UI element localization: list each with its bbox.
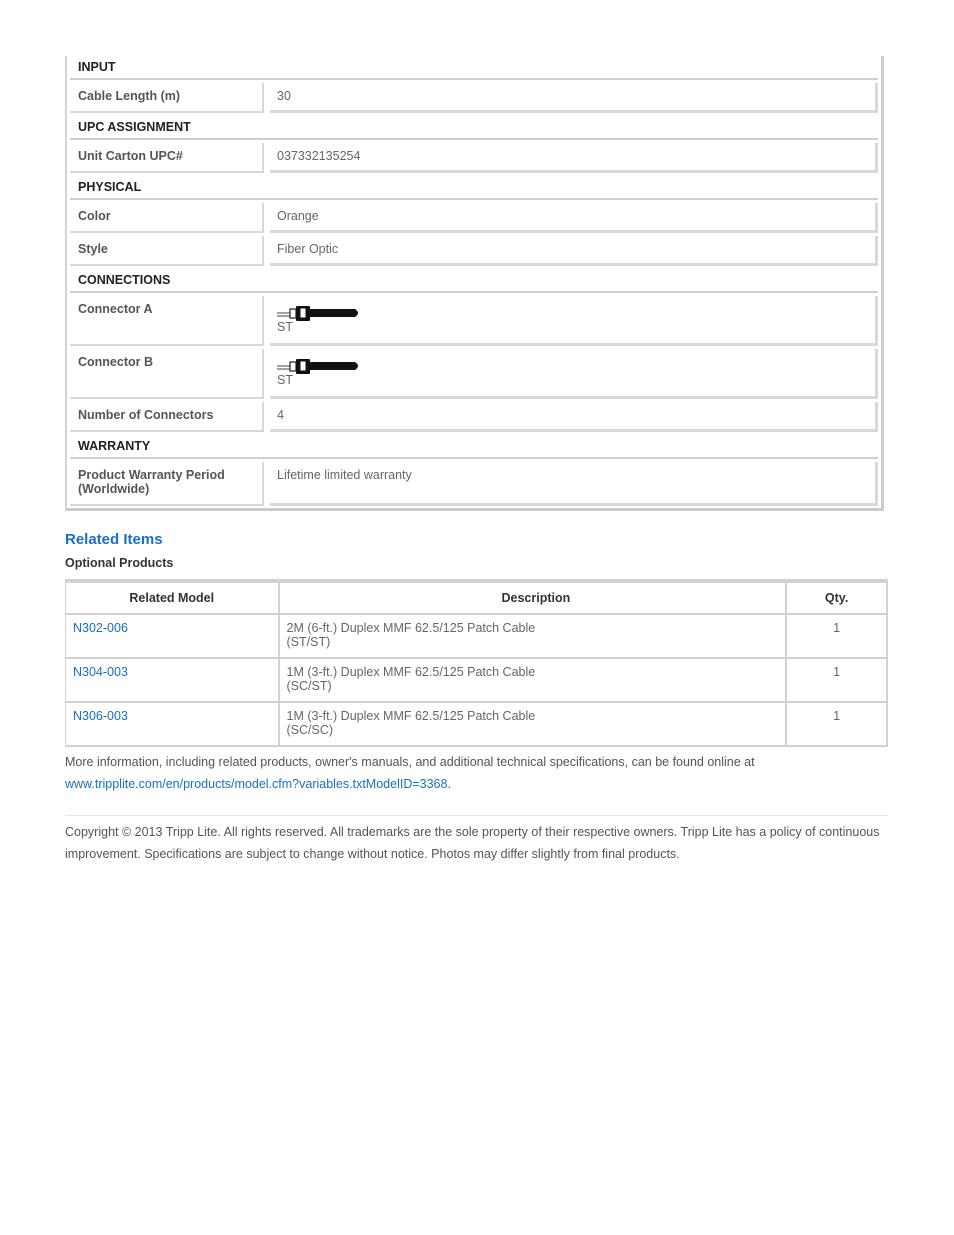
table-row: [65, 703, 888, 747]
spec-row-unit-carton-upc: [70, 143, 878, 173]
copyright-notice: Copyright © 2013 Tripp Lite. All rights reserved. All trademarks are the sole property of their respective owners. Tripp Lite has a policy of continuous improvement. Specifications are subject to change without notice. Photos may differ slightly from final products.: [65, 825, 880, 861]
description-line: 1M (3-ft.) Duplex MMF 62.5/125 Patch Cable: [286, 709, 536, 723]
table-header-row: [65, 579, 888, 615]
related-products-table: [65, 579, 888, 747]
spec-row-warranty-period: [70, 462, 878, 506]
spec-row-connector-b: [70, 349, 878, 399]
description-cell: [280, 703, 788, 747]
table-row: [65, 615, 888, 659]
description-line: 1M (3-ft.) Duplex MMF 62.5/125 Patch Cable: [286, 665, 536, 679]
description-line: 2M (6-ft.) Duplex MMF 62.5/125 Patch Cable: [286, 621, 536, 635]
table-row: [65, 659, 888, 703]
section-heading-warranty: WARRANTY: [70, 435, 878, 459]
more-info-text: More information, including related products, owner's manuals, and additional technical specifications, can be found online at: [65, 755, 755, 769]
section-heading-physical: PHYSICAL: [70, 176, 878, 200]
spec-table: [65, 56, 884, 511]
spec-row-style: [70, 236, 878, 266]
optional-products-subtitle: Optional Products: [65, 556, 174, 570]
model-link[interactable]: N304-003: [73, 665, 128, 679]
qty-cell: 1: [787, 615, 888, 659]
spec-label: Connector B: [70, 349, 264, 399]
spec-value: 4: [270, 402, 878, 432]
model-link[interactable]: N302-006: [73, 621, 128, 635]
qty-cell: 1: [787, 703, 888, 747]
spec-row-number-of-connectors: [70, 402, 878, 432]
spec-value: Fiber Optic: [270, 236, 878, 266]
spec-value: [270, 296, 878, 346]
connector-type-label: ST: [277, 373, 293, 387]
spec-row-color: [70, 203, 878, 233]
section-heading-input: INPUT: [70, 56, 878, 80]
section-heading-connections: CONNECTIONS: [70, 269, 878, 293]
column-header-description: Description: [280, 579, 788, 615]
spec-value: [270, 349, 878, 399]
model-cell: [65, 659, 280, 703]
qty-cell: 1: [787, 659, 888, 703]
description-line: (ST/ST): [286, 635, 331, 649]
description-cell: [280, 615, 788, 659]
spec-row-cable-length: [70, 83, 878, 113]
description-line: (SC/SC): [286, 723, 334, 737]
spec-row-connector-a: [70, 296, 878, 346]
link-suffix: .: [447, 777, 451, 791]
spec-label: Connector A: [70, 296, 264, 346]
connector-type-label: ST: [277, 320, 293, 334]
related-items-title: Related Items: [65, 531, 163, 548]
spec-label: Unit Carton UPC#: [70, 143, 264, 173]
spec-label: Number of Connectors: [70, 402, 264, 432]
spec-value: 30: [270, 83, 878, 113]
spec-label: Style: [70, 236, 264, 266]
description-line: (SC/ST): [286, 679, 332, 693]
spec-value: 037332135254: [270, 143, 878, 173]
spec-label: Product Warranty Period (Worldwide): [70, 462, 264, 506]
spec-label: Color: [70, 203, 264, 233]
column-header-model: Related Model: [65, 579, 280, 615]
model-cell: [65, 615, 280, 659]
section-heading-upc: UPC ASSIGNMENT: [70, 116, 878, 140]
spec-label: Cable Length (m): [70, 83, 264, 113]
spec-value: Lifetime limited warranty: [270, 462, 878, 506]
product-page-link[interactable]: www.tripplite.com/en/products/model.cfm?variables.txtModelID=3368: [65, 777, 448, 791]
more-info-paragraph: [65, 751, 888, 795]
model-cell: [65, 703, 280, 747]
divider: [65, 815, 888, 816]
description-cell: [280, 659, 788, 703]
column-header-qty: Qty.: [787, 579, 888, 615]
model-link[interactable]: N306-003: [73, 709, 128, 723]
spec-value: Orange: [270, 203, 878, 233]
